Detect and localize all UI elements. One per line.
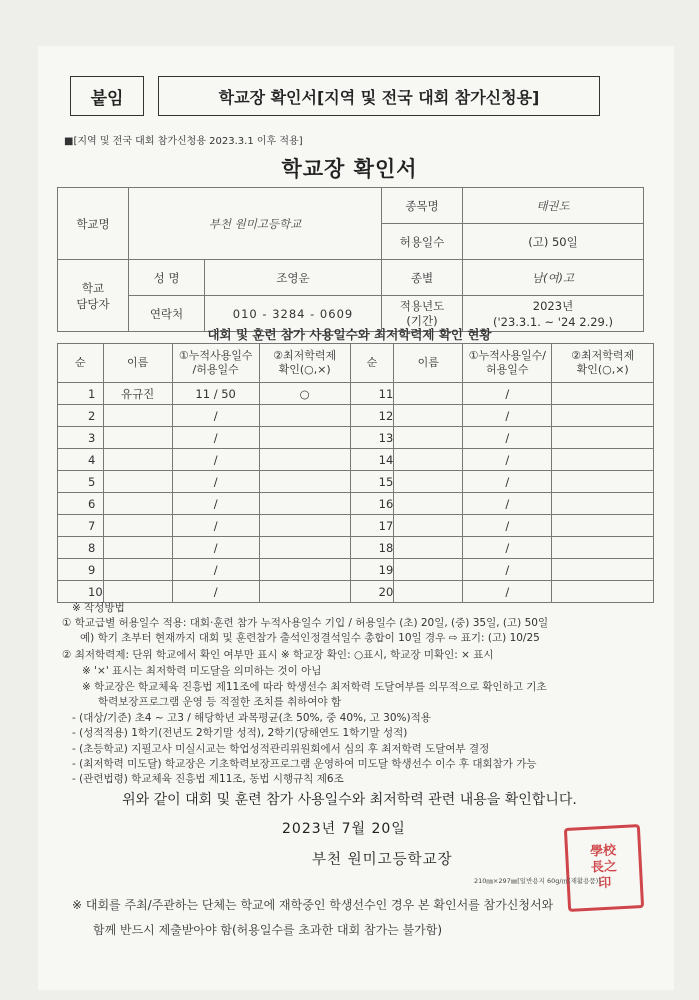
- row-check: [259, 537, 350, 559]
- list-title: 대회 및 훈련 참가 사용일수와 최저학력제 확인 현황: [207, 327, 492, 342]
- list-header-row: [58, 344, 654, 383]
- row-check-right: [552, 493, 654, 515]
- period-year: 2023년: [532, 298, 574, 313]
- row-check: [259, 493, 350, 515]
- row-name-right: [394, 515, 463, 537]
- row-name-right: [394, 383, 463, 405]
- row-check: [259, 471, 350, 493]
- row-num-right: 16: [350, 493, 394, 515]
- row-name-right: [394, 537, 463, 559]
- row-days-right: /: [463, 515, 552, 537]
- row-check: [259, 427, 350, 449]
- footnote: [72, 893, 652, 943]
- attachment-label: 붙임: [70, 76, 144, 116]
- school-value: 부천 원미고등학교: [129, 188, 382, 260]
- header-num-right: 순: [350, 344, 394, 383]
- row-num-right: 20: [350, 581, 394, 603]
- row-check: ○: [259, 383, 350, 405]
- row-check: [259, 449, 350, 471]
- row-days-right: /: [463, 383, 552, 405]
- header-days: ①누적사용일수 /허용일수: [172, 344, 259, 383]
- sport-label: 종목명: [382, 188, 463, 224]
- contact-group-label: 학교 담당자: [58, 260, 129, 332]
- gender-label: 종별: [382, 260, 463, 296]
- info-table: [57, 187, 644, 332]
- header-check-right: ②최저학력제 확인(○,×): [552, 344, 654, 383]
- row-name-right: [394, 581, 463, 603]
- row-name-right: [394, 449, 463, 471]
- athlete-list-table: [57, 343, 654, 603]
- row-num: 6: [58, 493, 104, 515]
- row-check-right: [552, 581, 654, 603]
- row-days-right: /: [463, 537, 552, 559]
- row-days-right: /: [463, 559, 552, 581]
- row-check-right: [552, 559, 654, 581]
- row-check-right: [552, 537, 654, 559]
- row-name: [103, 493, 172, 515]
- guide-line-9: - (초등학교) 지필고사 미실시교는 학업성적관리위원회에서 심의 후 최저학력 도달여부 결정: [72, 743, 490, 755]
- row-num: 5: [58, 471, 104, 493]
- row-name: [103, 471, 172, 493]
- table-row: [58, 559, 654, 581]
- table-row: [58, 581, 654, 603]
- period-range: ('23.3.1. ~ '24 2.29.): [492, 314, 614, 329]
- document-type-title: 학교장 확인서[지역 및 전국 대회 참가신청용]: [158, 76, 600, 116]
- guide-line-7: - (대상/기준) 초4 ~ 고3 / 해당학년 과목평균(초 50%, 중 40%, 고 30%)적용: [72, 712, 431, 724]
- row-num-right: 17: [350, 515, 394, 537]
- row-check: [259, 515, 350, 537]
- row-days-right: /: [463, 449, 552, 471]
- guide-line-8: - (성적적용) 1학기(전년도 2학기말 성적), 2학기(당해연도 1학기말 성적): [72, 727, 408, 739]
- header-check: ②최저학력제 확인(○,×): [259, 344, 350, 383]
- row-name: [103, 515, 172, 537]
- row-num-right: 18: [350, 537, 394, 559]
- official-seal-icon: 學校 長之 印: [564, 824, 644, 912]
- table-row: [58, 449, 654, 471]
- row-num: 1: [58, 383, 104, 405]
- guide-line-10: - (최저학력 미도달) 학교장은 기초학력보장프로그램 운영하여 미도달 학생선수 이수 후 대회참가 가능: [72, 758, 537, 770]
- sport-value: 태권도: [463, 188, 644, 224]
- row-check-right: [552, 405, 654, 427]
- guide-line-4: ※ '×' 표시는 최저학력 미도달을 의미하는 것이 아님: [82, 665, 322, 677]
- row-days: /: [172, 559, 259, 581]
- row-name-right: [394, 427, 463, 449]
- row-days-right: /: [463, 493, 552, 515]
- row-num: 2: [58, 405, 104, 427]
- allowed-days-label: 허용일수: [382, 224, 463, 260]
- paper-spec: 210㎜×297㎜[일반용지 60g/㎡(재활용품)]: [474, 877, 601, 885]
- table-row: [58, 427, 654, 449]
- header-name-right: 이름: [394, 344, 463, 383]
- phone-label: 연락처: [129, 296, 205, 332]
- signer-name: 부천 원미고등학교장: [312, 852, 453, 868]
- row-days-right: /: [463, 427, 552, 449]
- row-num-right: 13: [350, 427, 394, 449]
- guide-line-6: 학력보장프로그램 운영 등 적절한 조치를 취하여야 함: [98, 696, 342, 708]
- guide-line-5: ※ 학교장은 학교체육 진흥법 제11조에 따라 학생선수 최저학력 도달여부를 의무적으로 확인하고 기초: [82, 681, 547, 693]
- gender-value: 남(여)고: [463, 260, 644, 296]
- row-name: [103, 449, 172, 471]
- row-days-right: /: [463, 581, 552, 603]
- row-check-right: [552, 515, 654, 537]
- page-title: 학교장 확인서: [281, 157, 418, 181]
- row-name: 유규진: [103, 383, 172, 405]
- row-num-right: 15: [350, 471, 394, 493]
- table-row: [58, 405, 654, 427]
- guide-heading: ※ 작성방법: [72, 602, 125, 614]
- table-row: [58, 537, 654, 559]
- row-days: /: [172, 537, 259, 559]
- row-check: [259, 581, 350, 603]
- row-check-right: [552, 449, 654, 471]
- row-days: 11 / 50: [172, 383, 259, 405]
- footnote-line-2: 함께 반드시 제출받아야 함(허용일수를 초과한 대회 참가는 불가함): [93, 923, 443, 937]
- school-label: 학교명: [58, 188, 129, 260]
- row-days: /: [172, 449, 259, 471]
- phone-value: 010 - 3284 - 0609: [205, 296, 382, 332]
- row-num-right: 12: [350, 405, 394, 427]
- confirmation-statement: 위와 같이 대회 및 훈련 참가 사용일수와 최저학력 관련 내용을 확인합니다.: [122, 792, 577, 808]
- row-num: 7: [58, 515, 104, 537]
- row-check-right: [552, 427, 654, 449]
- row-days-right: /: [463, 405, 552, 427]
- table-row: [58, 515, 654, 537]
- row-num: 4: [58, 449, 104, 471]
- row-name-right: [394, 493, 463, 515]
- row-num-right: 19: [350, 559, 394, 581]
- name-label: 성 명: [129, 260, 205, 296]
- row-num: 10: [58, 581, 104, 603]
- row-num-right: 14: [350, 449, 394, 471]
- header-name: 이름: [103, 344, 172, 383]
- row-name-right: [394, 559, 463, 581]
- row-check-right: [552, 471, 654, 493]
- applicability-note: ■[지역 및 전국 대회 참가신청용 2023.3.1 이후 적용]: [64, 136, 303, 147]
- row-num: 9: [58, 559, 104, 581]
- row-num: 3: [58, 427, 104, 449]
- row-days: /: [172, 405, 259, 427]
- issue-date: 2023년 7월 20일: [282, 821, 406, 837]
- row-check: [259, 559, 350, 581]
- row-days: /: [172, 427, 259, 449]
- row-name: [103, 559, 172, 581]
- table-row: [58, 471, 654, 493]
- row-name-right: [394, 405, 463, 427]
- period-label: 적용년도 (기간): [382, 296, 463, 332]
- name-value: 조영운: [205, 260, 382, 296]
- row-days: /: [172, 581, 259, 603]
- row-name: [103, 537, 172, 559]
- row-check-right: [552, 383, 654, 405]
- table-row: [58, 383, 654, 405]
- row-num-right: 11: [350, 383, 394, 405]
- row-num: 8: [58, 537, 104, 559]
- row-name: [103, 405, 172, 427]
- row-days-right: /: [463, 471, 552, 493]
- row-days: /: [172, 493, 259, 515]
- guide-line-11: - (관련법령) 학교체육 진흥법 제11조, 동법 시행규칙 제6조: [72, 773, 344, 785]
- guide-line-2: 예) 학기 초부터 현재까지 대회 및 훈련참가 출석인정결석일수 총합이 10일 경우 ⇨ 표기: (고) 10/25: [80, 632, 540, 644]
- row-days: /: [172, 515, 259, 537]
- row-name-right: [394, 471, 463, 493]
- table-row: [58, 493, 654, 515]
- row-check: [259, 405, 350, 427]
- row-name: [103, 427, 172, 449]
- row-days: /: [172, 471, 259, 493]
- guide-line-3: ② 최저학력제: 단위 학교에서 확인 여부만 표시 ※ 학교장 확인: ○표시, 학교장 미확인: × 표시: [62, 649, 494, 661]
- allowed-days-value: (고) 50일: [463, 224, 644, 260]
- footnote-line-1: ※ 대회를 주최/주관하는 단체는 학교에 재학중인 학생선수인 경우 본 확인서를 참가신청서와: [72, 898, 554, 912]
- header-num: 순: [58, 344, 104, 383]
- header-days-right: ①누적사용일수/ 허용일수: [463, 344, 552, 383]
- guide-line-1: ① 학교급별 허용일수 적용: 대회·훈련 참가 누적사용일수 기입 / 허용일수 (초) 20일, (중) 35일, (고) 50일: [62, 617, 549, 629]
